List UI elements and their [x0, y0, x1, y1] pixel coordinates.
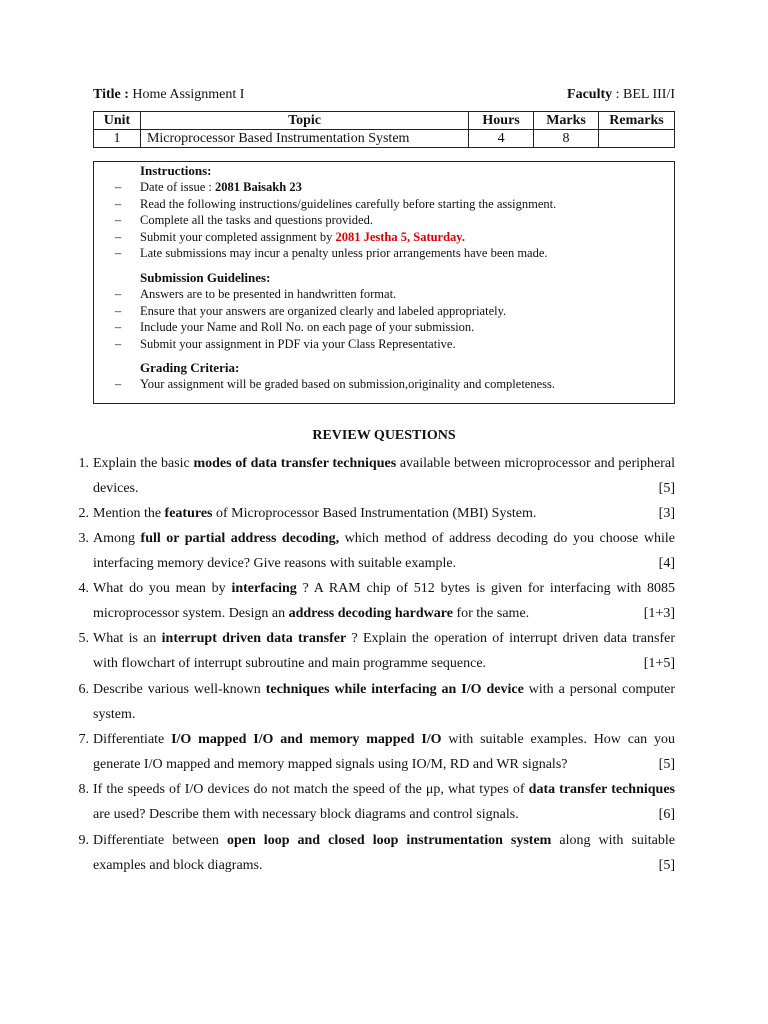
question-number: 9.	[78, 833, 89, 848]
faculty-label: Faculty	[567, 87, 613, 102]
question-keyword: data transfer techniques	[528, 782, 675, 797]
header-topic: Topic	[140, 112, 468, 130]
question-marks: [5]	[658, 481, 675, 497]
review-questions-title: REVIEW QUESTIONS	[312, 428, 456, 443]
question-number: 5.	[78, 631, 89, 646]
table-header-row	[94, 112, 675, 130]
question-number: 2.	[78, 506, 89, 521]
submission-heading: Submission Guidelines:	[140, 270, 271, 285]
list-item: – Answers are to be presented in handwritten format.	[115, 287, 397, 302]
question-marks: [6]	[658, 807, 675, 823]
question-number: 4.	[78, 581, 89, 596]
list-item: – Date of issue : 2081 Baisakh 23	[115, 180, 302, 195]
question-text: Differentiate I/O mapped I/O and memory mapped I/O with suitable examples. How can you generate I/O mapped and memory mapped signals using IO/M, RD and WR signals? [5]	[93, 727, 675, 777]
header-hours: Hours	[469, 112, 534, 130]
question-text: Explain the basic modes of data transfer techniques available between microprocessor and peripheral devices. [5]	[93, 451, 675, 501]
question-keyword: address decoding hardware	[288, 606, 453, 622]
question-number: 6.	[78, 682, 89, 697]
question-item	[69, 727, 675, 777]
header-marks: Marks	[534, 112, 599, 130]
question-number: 7.	[78, 732, 89, 747]
question-marks: [5]	[658, 757, 675, 773]
cell-hours: 4	[469, 130, 534, 148]
question-keyword: interrupt driven data transfer	[161, 631, 347, 646]
cell-unit: 1	[94, 130, 141, 148]
list-item: – Late submissions may incur a penalty unless prior arrangements have been made.	[115, 246, 548, 261]
question-item	[69, 677, 675, 727]
list-item: – Include your Name and Roll No. on each page of your submission.	[115, 320, 475, 335]
header-unit: Unit	[94, 112, 141, 130]
faculty	[567, 87, 675, 103]
question-number: 3.	[78, 531, 89, 546]
list-item: – Your assignment will be graded based on submission,originality and completeness.	[115, 377, 555, 392]
question-item	[69, 576, 675, 626]
header-remarks: Remarks	[599, 112, 675, 130]
instructions-box	[93, 161, 675, 404]
question-marks: [3]	[658, 506, 675, 521]
question-marks: [4]	[658, 556, 675, 572]
cell-marks: 8	[534, 130, 599, 148]
title-row	[93, 87, 675, 107]
submit-deadline: 2081 Jestha 5, Saturday.	[335, 229, 465, 244]
question-keyword: I/O mapped I/O and memory mapped I/O	[171, 732, 442, 747]
question-item	[69, 828, 675, 878]
grading-section	[94, 360, 674, 393]
question-text: Among full or partial address decoding, which method of address decoding do you choose while interfacing memory device? Give reasons with suitable example. [4]	[93, 526, 675, 576]
question-item	[69, 451, 675, 501]
question-text: What do you mean by interfacing ? A RAM chip of 512 bytes is given for interfacing with 8085 microprocessor system. Design an address decoding hardware for the same. [1+3]	[93, 576, 675, 626]
question-marks: [1+5]	[643, 656, 675, 672]
title-label: Title :	[93, 87, 129, 102]
question-keyword: techniques while interfacing an I/O device	[265, 682, 524, 697]
question-keyword: full or partial address decoding,	[140, 531, 340, 546]
question-marks: [5]	[658, 858, 675, 874]
question-keyword: open loop and closed loop instrumentation system	[226, 833, 552, 848]
question-keyword: interfacing	[231, 581, 297, 596]
question-keyword: features	[164, 506, 213, 521]
question-item	[69, 526, 675, 576]
table-row	[94, 130, 675, 148]
grading-heading: Grading Criteria:	[140, 360, 240, 375]
list-item: – Read the following instructions/guidelines carefully before starting the assignment.	[115, 196, 557, 211]
title-value: Home Assignment I	[132, 87, 245, 102]
question-text: Describe various well-known techniques while interfacing an I/O device with a personal computer system.	[93, 682, 676, 723]
question-number: 8.	[78, 782, 89, 797]
question-number: 1.	[78, 456, 89, 471]
list-item: – Complete all the tasks and questions provided.	[115, 213, 373, 228]
list-item: – Submit your assignment in PDF via your Class Representative.	[115, 336, 456, 351]
instructions-section	[94, 163, 674, 261]
list-item: – Ensure that your answers are organized clearly and labeled appropriately.	[115, 303, 507, 318]
question-item	[69, 626, 675, 676]
title	[93, 87, 244, 103]
question-text: If the speeds of I/O devices do not match the speed of the μp, what types of data transfer techniques are used? Describe them with necessary block diagrams and control signals. [6]	[93, 777, 675, 827]
instructions-heading: Instructions:	[140, 163, 212, 178]
faculty-value: : BEL III/I	[615, 87, 675, 102]
unit-table	[93, 111, 675, 148]
question-text: What is an interrupt driven data transfer ? Explain the operation of interrupt driven data transfer with flowchart of interrupt subroutine and main programme sequence. [1+5]	[93, 626, 675, 676]
cell-remarks	[599, 130, 675, 148]
issue-date: 2081 Baisakh 23	[214, 180, 302, 195]
list-item: – Submit your completed assignment by 2081 Jestha 5, Saturday.	[115, 229, 465, 244]
question-text: Differentiate between open loop and closed loop instrumentation system along with suitable examples and block diagrams. [5]	[93, 828, 675, 878]
question-keyword: modes of data transfer techniques	[193, 456, 397, 471]
question-text: Mention the features of Microprocessor Based Instrumentation (MBI) System. [3]	[93, 501, 675, 526]
question-item	[69, 501, 675, 526]
question-item	[69, 777, 675, 827]
submission-section	[94, 270, 674, 352]
question-marks: [1+3]	[643, 606, 675, 622]
cell-topic: Microprocessor Based Instrumentation System	[140, 130, 468, 148]
